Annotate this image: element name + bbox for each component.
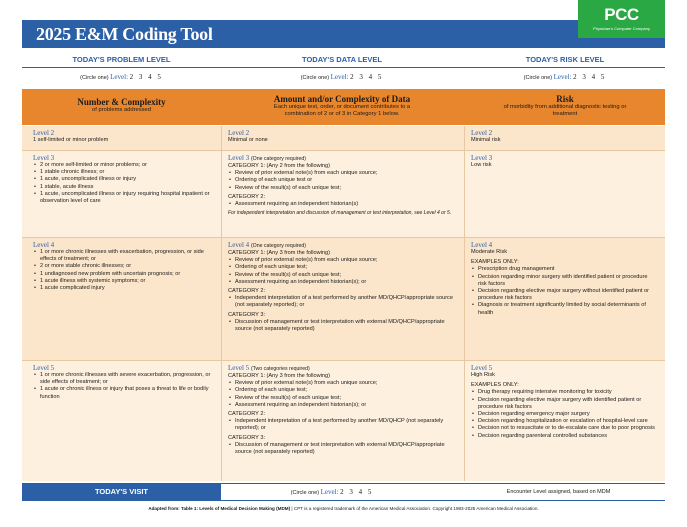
encounter-level-note: Encounter Level assigned, based on MDM bbox=[506, 489, 611, 495]
list-item: • 1 stable chronic illness; or bbox=[33, 169, 218, 176]
list-item: • Diagnosis or treatment significantly limited by social determinants of health bbox=[471, 302, 656, 316]
level-heading: Level 2 bbox=[33, 129, 55, 137]
level-5-risk bbox=[471, 364, 659, 440]
list-item: • Assessment requiring an independent historian(s); or bbox=[228, 279, 458, 286]
risk-column-header bbox=[465, 94, 665, 118]
level-2-risk bbox=[471, 129, 656, 144]
list-item: • 2 or more self-limited or minor problems; or bbox=[33, 162, 218, 169]
risk-level-heading: TODAY'S RISK LEVEL bbox=[525, 55, 605, 64]
problem-column-header bbox=[22, 97, 221, 114]
footer-copyright: | CPT is a registered trademark of the American Medical Association. Copyright 1983-2025 American Medical Association. bbox=[290, 506, 539, 511]
list-item: • Discussion of management or test interpretation with external MD/QHCP/appropriate source (not separately reported) bbox=[228, 442, 458, 456]
level-label: Level: bbox=[330, 73, 349, 81]
logo-text: PCC bbox=[604, 5, 639, 24]
level-2-problem bbox=[33, 129, 218, 144]
level-4-problem bbox=[33, 241, 218, 292]
level-5-row bbox=[22, 361, 665, 481]
list-item: • Review of prior external note(s) from each unique source; bbox=[228, 380, 458, 387]
list-item: • 1 or more chronic illnesses with exacerbation, progression, or side effects of treatment; or bbox=[33, 249, 218, 263]
logo-subtitle: Physician's Computer Company bbox=[593, 26, 650, 31]
level-label: Level: bbox=[110, 73, 129, 81]
category-1-label: CATEGORY 1: (Any 3 from the following) bbox=[228, 373, 330, 379]
list-item: • Ordering of each unique test; bbox=[228, 387, 458, 394]
list-item: • 1 or more chronic illnesses with severe exacerbation, progression, or side effects of treatment; or bbox=[33, 372, 218, 386]
list-item: • Decision regarding elective major surgery with identified patient or procedure risk factors bbox=[471, 397, 659, 411]
list-item: • 1 acute, uncomplicated illness or injury bbox=[33, 176, 218, 183]
data-circle-row[interactable] bbox=[236, 73, 448, 85]
list-item: • Decision regarding parenteral controlled substances bbox=[471, 433, 659, 440]
list-item: • 1 acute complicated injury bbox=[33, 285, 218, 292]
list-item: • 2 or more stable chronic illnesses; or bbox=[33, 263, 218, 270]
level-heading: Level 3 bbox=[471, 154, 493, 162]
level-5-problem bbox=[33, 364, 218, 401]
list-item: • Ordering of each unique test; bbox=[228, 264, 458, 271]
level-heading: Level 3 bbox=[33, 154, 55, 162]
level-3-row bbox=[22, 151, 665, 237]
title-band bbox=[22, 20, 665, 48]
list-item: • Drug therapy requiring intensive monitoring for toxicity bbox=[471, 389, 659, 396]
data-level-heading: TODAY'S DATA LEVEL bbox=[302, 55, 382, 64]
list-item: • 1 stable, acute illness bbox=[33, 184, 218, 191]
category-2-label: CATEGORY 2: bbox=[228, 193, 265, 200]
list-item: • 1 acute illness with systemic symptoms; or bbox=[33, 278, 218, 285]
column-separator bbox=[464, 126, 465, 481]
list-item: • 1 acute, uncomplicated illness or injury requiring hospital inpatient or observation level of care bbox=[33, 191, 218, 205]
data-column-header bbox=[236, 94, 448, 118]
risk-circle-row[interactable] bbox=[465, 73, 665, 85]
list-item: • Ordering of each unique test or bbox=[228, 177, 458, 184]
level-4-row bbox=[22, 238, 665, 360]
level-options[interactable]: 2 3 4 5 bbox=[129, 73, 163, 81]
data-column-subtitle: Each unique test, order, or document contributes to a combination of 2 or of 3 in Category 1 below. bbox=[273, 104, 411, 117]
top-bar bbox=[0, 0, 687, 52]
level-heading: Level 2 bbox=[471, 129, 493, 137]
level-options[interactable]: 2 3 4 5 bbox=[350, 73, 384, 81]
page-title: 2025 E&M Coding Tool bbox=[36, 24, 213, 44]
circle-label: (Circle one) bbox=[523, 75, 553, 81]
category-3-label: CATEGORY 3: bbox=[228, 434, 265, 441]
level-2-row bbox=[22, 126, 665, 150]
category-requirement: (One category required) bbox=[250, 243, 307, 249]
level-options[interactable]: 2 3 4 5 bbox=[573, 73, 607, 81]
category-2-label: CATEGORY 2: bbox=[228, 288, 265, 295]
list-item: • Review of prior external note(s) from each unique source; bbox=[228, 257, 458, 264]
list-item: • Review of the result(s) of each unique test; bbox=[228, 185, 458, 192]
level-3-risk bbox=[471, 154, 656, 169]
list-item: • Review of the result(s) of each unique test; bbox=[228, 395, 458, 402]
list-item: • Assessment requiring an independent historian(s) bbox=[228, 201, 458, 208]
data-text: Minimal or none bbox=[228, 137, 268, 143]
todays-visit-label: TODAY'S VISIT bbox=[22, 484, 221, 500]
risk-column-title: Risk bbox=[556, 94, 574, 104]
level-2-data bbox=[228, 129, 453, 144]
list-item: • Review of the result(s) of each unique test; bbox=[228, 272, 458, 279]
list-item: • Decision regarding hospitalization or escalation of hospital-level care bbox=[471, 418, 659, 425]
level-heading: Level 5 bbox=[228, 364, 250, 372]
list-item: • Discussion of management or test interpretation with external MD/QHCP/appropriate source (not separately reported) bbox=[228, 319, 458, 333]
column-separator bbox=[221, 126, 222, 481]
circle-label: (Circle one) bbox=[290, 490, 320, 496]
risk-column-subtitle: of morbidity from additional diagnostic testing or treatment bbox=[503, 104, 627, 117]
level-5-data bbox=[228, 364, 458, 456]
level-heading: Level 2 bbox=[228, 129, 250, 137]
circle-label: (Circle one) bbox=[300, 75, 330, 81]
problem-text: 1 self-limited or minor problem bbox=[33, 137, 109, 143]
level-4-data bbox=[228, 241, 458, 333]
circle-label: (Circle one) bbox=[80, 75, 109, 81]
category-1-label: CATEGORY 1: (Any 3 from the following) bbox=[228, 250, 330, 256]
level-4-risk bbox=[471, 241, 656, 317]
level-heading: Level 4 bbox=[33, 241, 55, 249]
list-item: • Independent interpretation of a test performed by another MD/QHCP (not separately reported); or bbox=[228, 418, 458, 432]
section-rule bbox=[22, 67, 665, 68]
category-1-label: CATEGORY 1: (Any 2 from the following) bbox=[228, 163, 330, 169]
problem-level-heading: TODAY'S PROBLEM LEVEL bbox=[72, 55, 171, 64]
examples-label: EXAMPLES ONLY: bbox=[471, 382, 519, 389]
visit-circle-row[interactable] bbox=[222, 484, 442, 500]
list-item: • Review of prior external note(s) from each unique source; bbox=[228, 170, 458, 177]
list-item: • Assessment requiring an independent historian(s); or bbox=[228, 402, 458, 409]
data-column-title: Amount and/or Complexity of Data bbox=[273, 94, 411, 104]
level-heading: Level 4 bbox=[471, 241, 493, 249]
footer-citation bbox=[22, 506, 665, 511]
risk-text: Minimal risk bbox=[471, 137, 501, 143]
category-requirement: (One category required) bbox=[250, 156, 307, 162]
level-options[interactable]: 2 3 4 5 bbox=[340, 488, 374, 496]
level-3-problem bbox=[33, 154, 218, 205]
list-item: • Decision not to resuscitate or to de-escalate care due to poor prognosis bbox=[471, 425, 659, 432]
examples-label: EXAMPLES ONLY: bbox=[471, 259, 519, 266]
list-item: • Prescription drug management bbox=[471, 266, 656, 273]
interpretation-note: For independent interpretation and discussion of management or test interpretation, see Level 4 or 5. bbox=[228, 210, 452, 217]
column-header-band bbox=[22, 89, 665, 125]
level-heading: Level 3 bbox=[228, 154, 250, 162]
risk-text: Low risk bbox=[471, 162, 492, 168]
list-item: • 1 undiagnosed new problem with uncertain prognosis; or bbox=[33, 271, 218, 278]
pcc-logo bbox=[578, 0, 665, 38]
category-3-label: CATEGORY 3: bbox=[228, 311, 265, 318]
footer-source: Adapted from: Table 1: Levels of Medical Decision Making (MDM) bbox=[148, 506, 291, 511]
problem-column-subtitle: of problems addressed bbox=[92, 107, 151, 113]
level-label: Level: bbox=[320, 488, 339, 496]
level-heading: Level 5 bbox=[33, 364, 55, 372]
risk-text: Moderate Risk bbox=[471, 249, 508, 255]
problem-column-title: Number & Complexity bbox=[77, 97, 166, 107]
list-item: • Decision regarding emergency major surgery bbox=[471, 411, 659, 418]
category-2-label: CATEGORY 2: bbox=[228, 411, 265, 418]
risk-text: High Risk bbox=[471, 372, 495, 378]
level-heading: Level 4 bbox=[228, 241, 250, 249]
level-label: Level: bbox=[553, 73, 572, 81]
problem-circle-row[interactable] bbox=[22, 73, 221, 85]
list-item: • Decision regarding minor surgery with identified patient or procedure risk factors bbox=[471, 274, 656, 288]
list-item: • Decision regarding elective major surgery without identified patient or procedure risk factors bbox=[471, 288, 656, 302]
list-item: • 1 acute or chronic illness or injury that poses a threat to life or bodily function bbox=[33, 386, 218, 400]
todays-visit-band bbox=[22, 483, 665, 501]
level-heading: Level 5 bbox=[471, 364, 493, 372]
category-requirement: (Two categories required) bbox=[250, 366, 310, 372]
list-item: • Independent interpretation of a test performed by another MD/QHCP/appropriate source (not separately reported); or bbox=[228, 295, 458, 309]
level-3-data bbox=[228, 154, 458, 217]
